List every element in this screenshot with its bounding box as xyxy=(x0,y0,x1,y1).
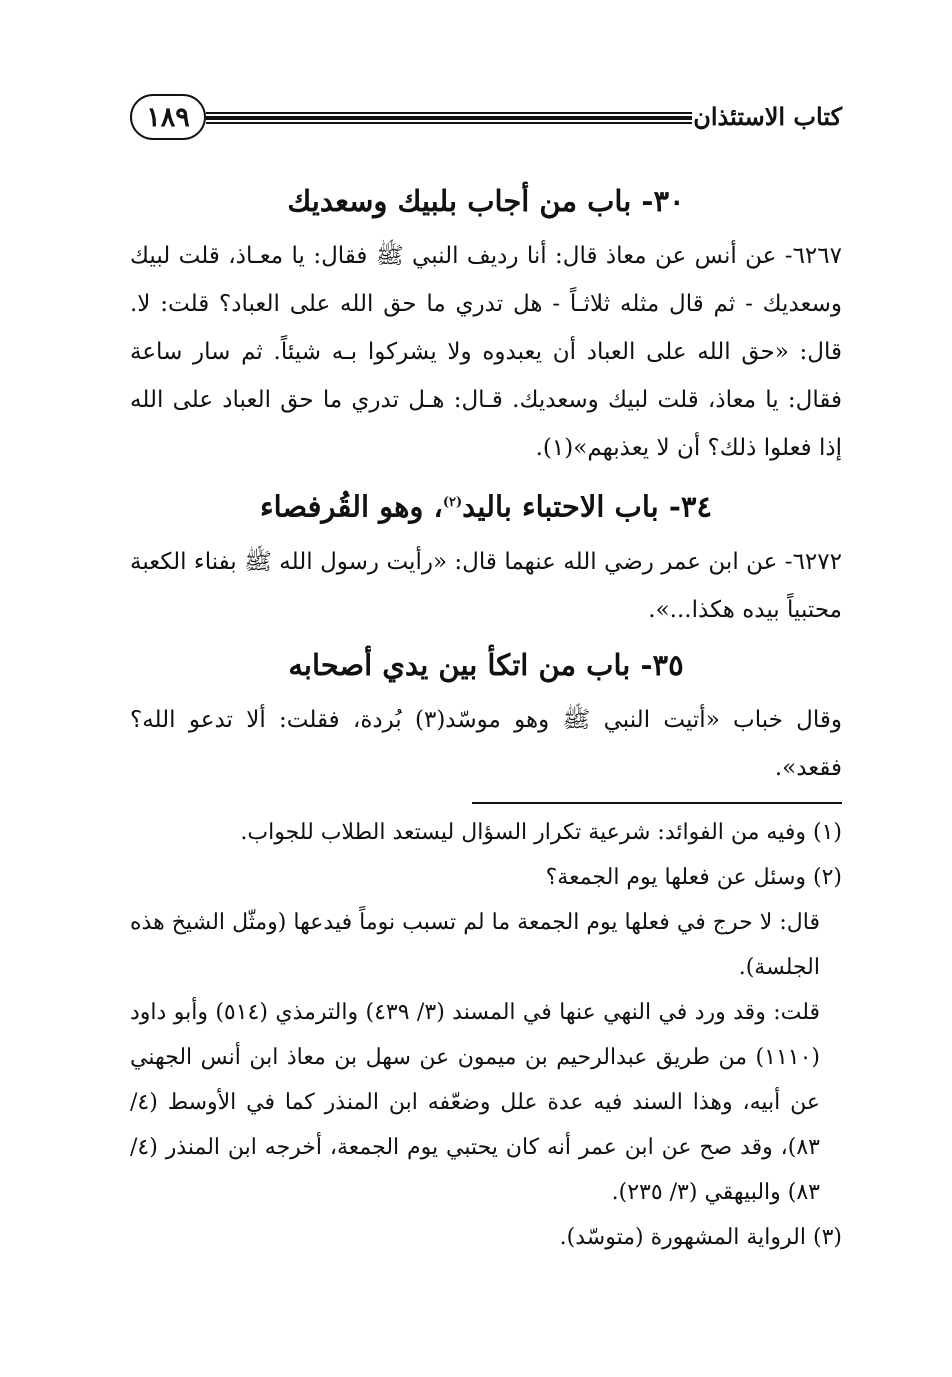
page-content xyxy=(130,176,842,1260)
hadith-khabbab: وقال خباب «أتيت النبي ﷺ وهو موسّد(٣) بُردة، فقلت: ألا تدعو الله؟ فقعد». xyxy=(130,706,842,781)
footnote-ref-2: (٢) xyxy=(442,495,463,510)
footnote-3: (٣) الرواية المشهورة (متوسّد). xyxy=(559,1224,842,1250)
chapter-heading-34-subtitle: ، وهو القُرفصاء xyxy=(259,489,443,524)
header-rule xyxy=(206,112,692,124)
chapter-heading-34 xyxy=(130,478,842,532)
footnote-2-answer: قال: لا حرج في فعلها يوم الجمعة ما لم تسبب نوماً فيدعها (ومثّل الشيخ هذه الجلسة). xyxy=(130,909,820,980)
hadith-6272: ٦٢٧٢- عن ابن عمر رضي الله عنهما قال: «رأيت رسول الله ﷺ بفناء الكعبة محتبياً بيده هكذا...». xyxy=(130,548,842,623)
book-title: كتاب الاستئذان xyxy=(693,102,842,131)
page-header xyxy=(130,92,842,152)
footnote-separator xyxy=(472,802,842,804)
chapter-heading-34-title: ٣٤- باب الاحتباء باليد xyxy=(462,489,713,524)
footnote-2: (٢) وسئل عن فعلها يوم الجمعة؟ xyxy=(545,864,842,890)
footnote-1: (١) وفيه من الفوائد: شرعية تكرار السؤال ليستعد الطلاب للجواب. xyxy=(240,819,842,845)
footnote-2-note: قلت: وقد ورد في النهي عنها في المسند (٣/ ٤٣٩) والترمذي (٥١٤) وأبو داود (١١١٠) من طريق عبدالرحيم بن ميمون عن سهل بن معاذ ابن أنس الجهني عن أبيه، وهذا السند فيه عدة علل وضعّفه ابن المنذر كما في الأوسط (٤/ ٨٣)، وقد صح عن ابن عمر أنه كان يحتبي يوم الجمعة، أخرجه ابن المنذر (٤/ ٨٣) والبيهقي (٣/ ٢٣٥). xyxy=(130,999,821,1205)
page-number: ١٨٩ xyxy=(130,94,206,140)
chapter-heading-35: ٣٥- باب من اتكأ بين يدي أصحابه xyxy=(288,647,684,682)
chapter-heading-30: ٣٠- باب من أجاب بلبيك وسعديك xyxy=(287,184,685,218)
hadith-6267: ٦٢٦٧- عن أنس عن معاذ قال: أنا رديف النبي ﷺ فقال: يا معـاذ، قلت لبيك وسعديك - ثم قال مثله ثلاثـاً - هل تدري ما حق الله على العباد؟ قلت: لا. قال: «حق الله على العباد أن يعبدوه ولا يشركوا بـه شيئاً. ثم سار ساعة فقال: يا معاذ، قلت لبيك وسعديك. قـال: هـل تدري ما حق العباد على الله إذا فعلوا ذلك؟ أن لا يعذبهم»(١). xyxy=(130,243,842,461)
